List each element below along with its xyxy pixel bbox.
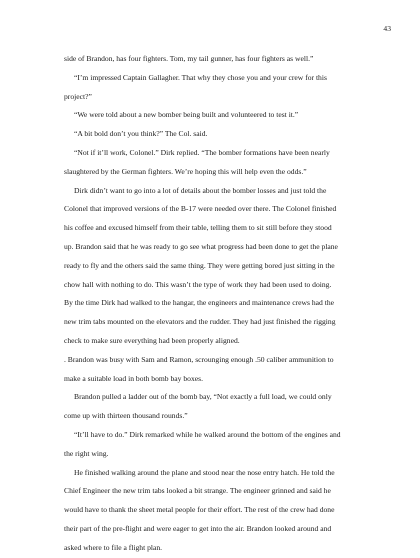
text-line: make a suitable load in both bomb bay boxes. (64, 373, 203, 383)
text-line: “We were told about a new bomber being built and volunteered to test it.” (74, 110, 299, 120)
text-line: “It’ll have to do.” Dirk remarked while he walked around the bottom of the engines and (74, 429, 341, 439)
text-line: their part of the pre-flight and were eager to get into the air. Brandon looked around and (64, 523, 332, 533)
text-line: Chief Engineer the new trim tabs looked a bit strange. The engineer grinned and said he (64, 486, 331, 496)
text-line: project?” (64, 91, 92, 101)
text-line: “I’m impressed Captain Gallagher. That why they chose you and your crew for this (74, 72, 327, 82)
text-line: the right wing. (64, 448, 109, 458)
text-line: check to make sure everything had been properly aligned. (64, 335, 240, 345)
text-line: He finished walking around the plane and stood near the nose entry hatch. He told the (74, 467, 335, 477)
text-line: ready to fly and the others said the same thing. They were getting bored just sitting in the (64, 260, 335, 270)
text-line: slaughtered by the German fighters. We’re hoping this will help even the odds.” (64, 166, 307, 176)
body-text (64, 50, 384, 558)
text-line: Brandon pulled a ladder out of the bomb bay, “Not exactly a full load, we could only (74, 392, 332, 402)
text-line: new trim tabs mounted on the elevators and the rudder. They had just finished the rigging (64, 317, 336, 327)
text-line: Colonel that improved versions of the B-17 were needed over there. The Colonel finished (64, 204, 337, 214)
text-line: “A bit bold don’t you think?” The Col. said. (74, 129, 208, 139)
text-line: side of Brandon, has four fighters. Tom, my tail gunner, has four fighters as well.” (64, 54, 314, 63)
text-line: chow hall with nothing to do. This wasn’t the type of work they had been used to doing. (64, 279, 332, 289)
text-line: come up with thirteen thousand rounds.” (64, 411, 188, 421)
page-number: 43 (383, 24, 391, 33)
text-line: By the time Dirk had walked to the hangar, the engineers and maintenance crews had the (64, 298, 335, 308)
text-line: “Not if it’ll work, Colonel.” Dirk replied. “The bomber formations have been nearly (74, 147, 330, 157)
text-line: . Brandon was busy with Sam and Ramon, scrounging enough .50 caliber ammunition to (64, 354, 334, 364)
text-line: his coffee and excused himself from their table, telling them to sit still before they stood (64, 223, 332, 233)
text-line: would have to thank the sheet metal people for their effort. The rest of the crew had done (64, 505, 335, 515)
text-line: up. Brandon said that he was ready to go see what progress had been done to get the plane (64, 241, 338, 251)
text-line: asked where to file a flight plan. (64, 542, 163, 552)
text-line: Dirk didn’t want to go into a lot of details about the bomber losses and just told the (74, 185, 327, 195)
